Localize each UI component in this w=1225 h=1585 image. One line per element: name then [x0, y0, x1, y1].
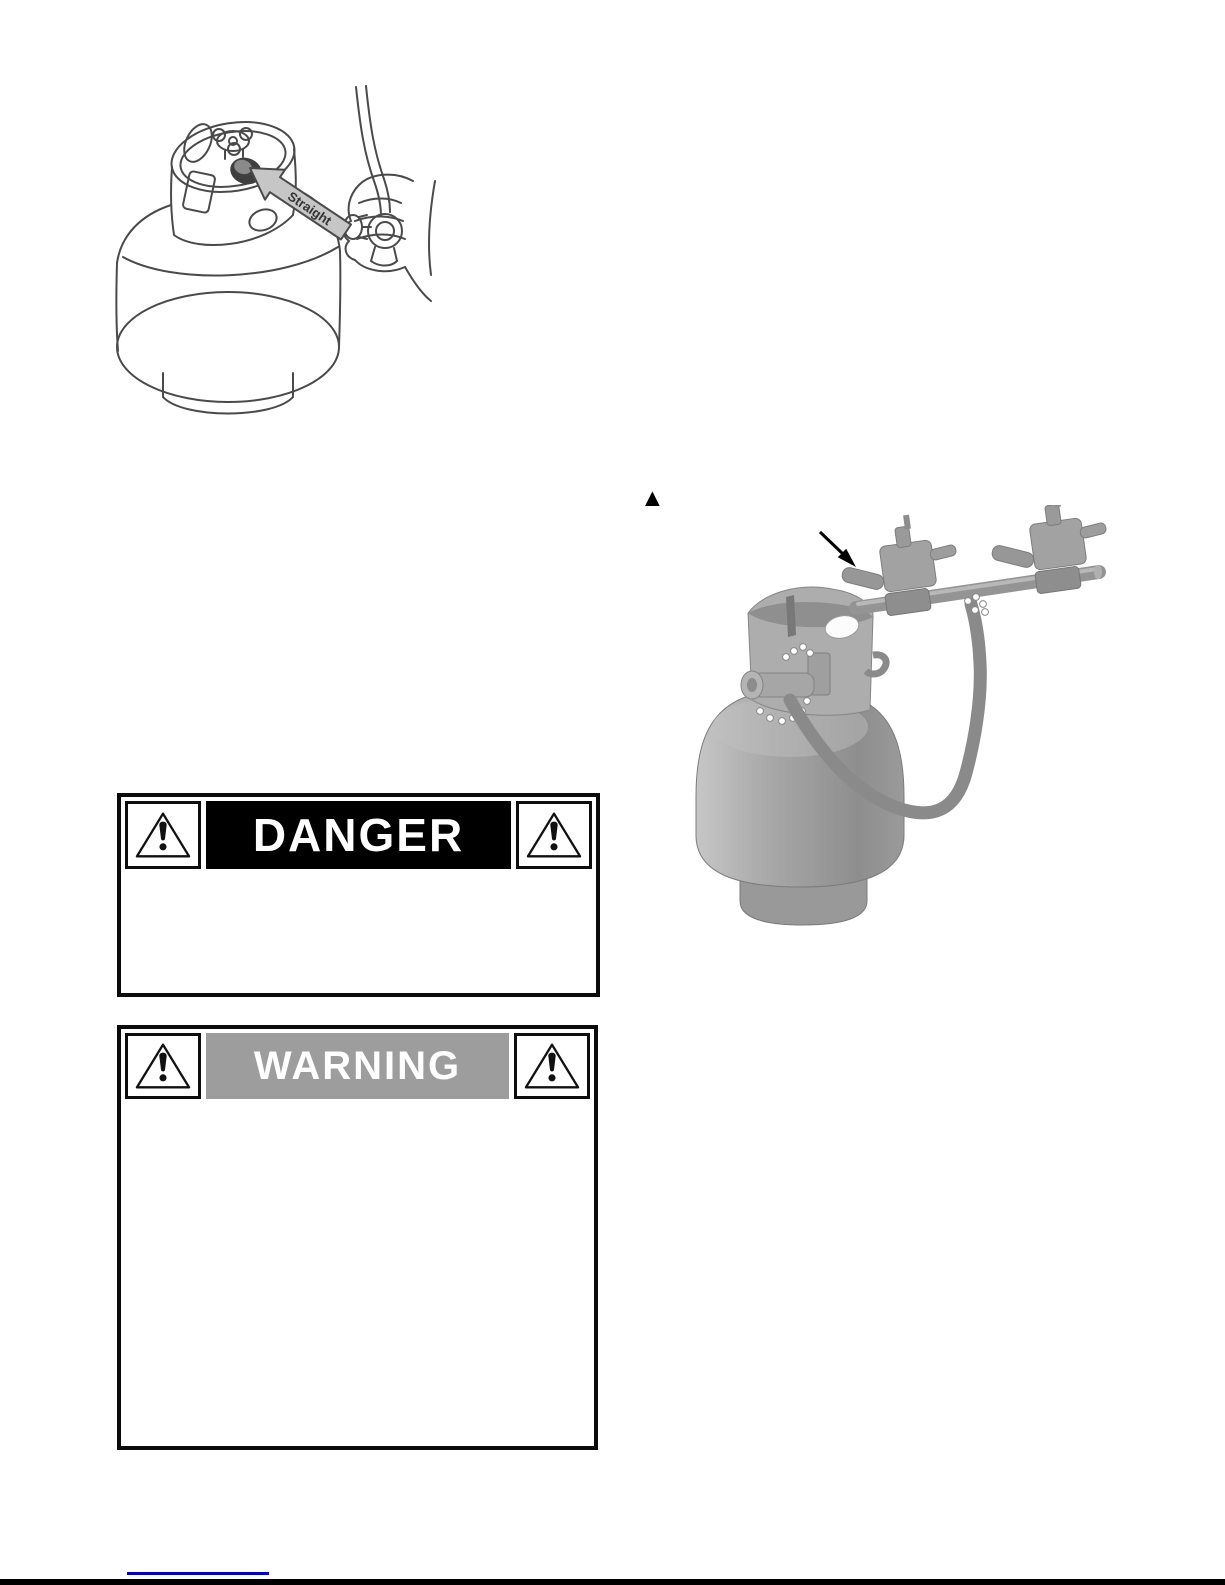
danger-header	[125, 801, 592, 869]
warning-body	[125, 1099, 590, 1442]
warning-triangle-icon	[516, 801, 592, 869]
danger-body	[125, 869, 592, 989]
pointer-arrow	[820, 532, 856, 567]
figure-tank-hose-manifold	[690, 505, 1110, 950]
danger-title-bar	[206, 801, 511, 869]
footer-link-underline[interactable]	[127, 1572, 269, 1575]
list-bullet-triangle: ▲	[640, 484, 665, 512]
warning-triangle-icon	[125, 1033, 201, 1099]
danger-box	[117, 793, 600, 997]
propane-tank	[696, 587, 904, 925]
danger-title: DANGER	[252, 809, 465, 861]
figure-tank-regulator-connection	[113, 85, 445, 427]
warning-title: WARNING	[253, 1044, 462, 1088]
tank-line-art	[116, 114, 340, 414]
warning-title-bar	[206, 1033, 509, 1099]
straight-arrow-label: Straight	[285, 188, 335, 229]
warning-triangle-icon	[125, 801, 201, 869]
warning-box	[117, 1025, 598, 1450]
page-bottom-rule	[0, 1579, 1225, 1585]
hand-with-regulator	[344, 86, 435, 301]
warning-triangle-icon	[514, 1033, 590, 1099]
warning-header	[125, 1033, 590, 1099]
